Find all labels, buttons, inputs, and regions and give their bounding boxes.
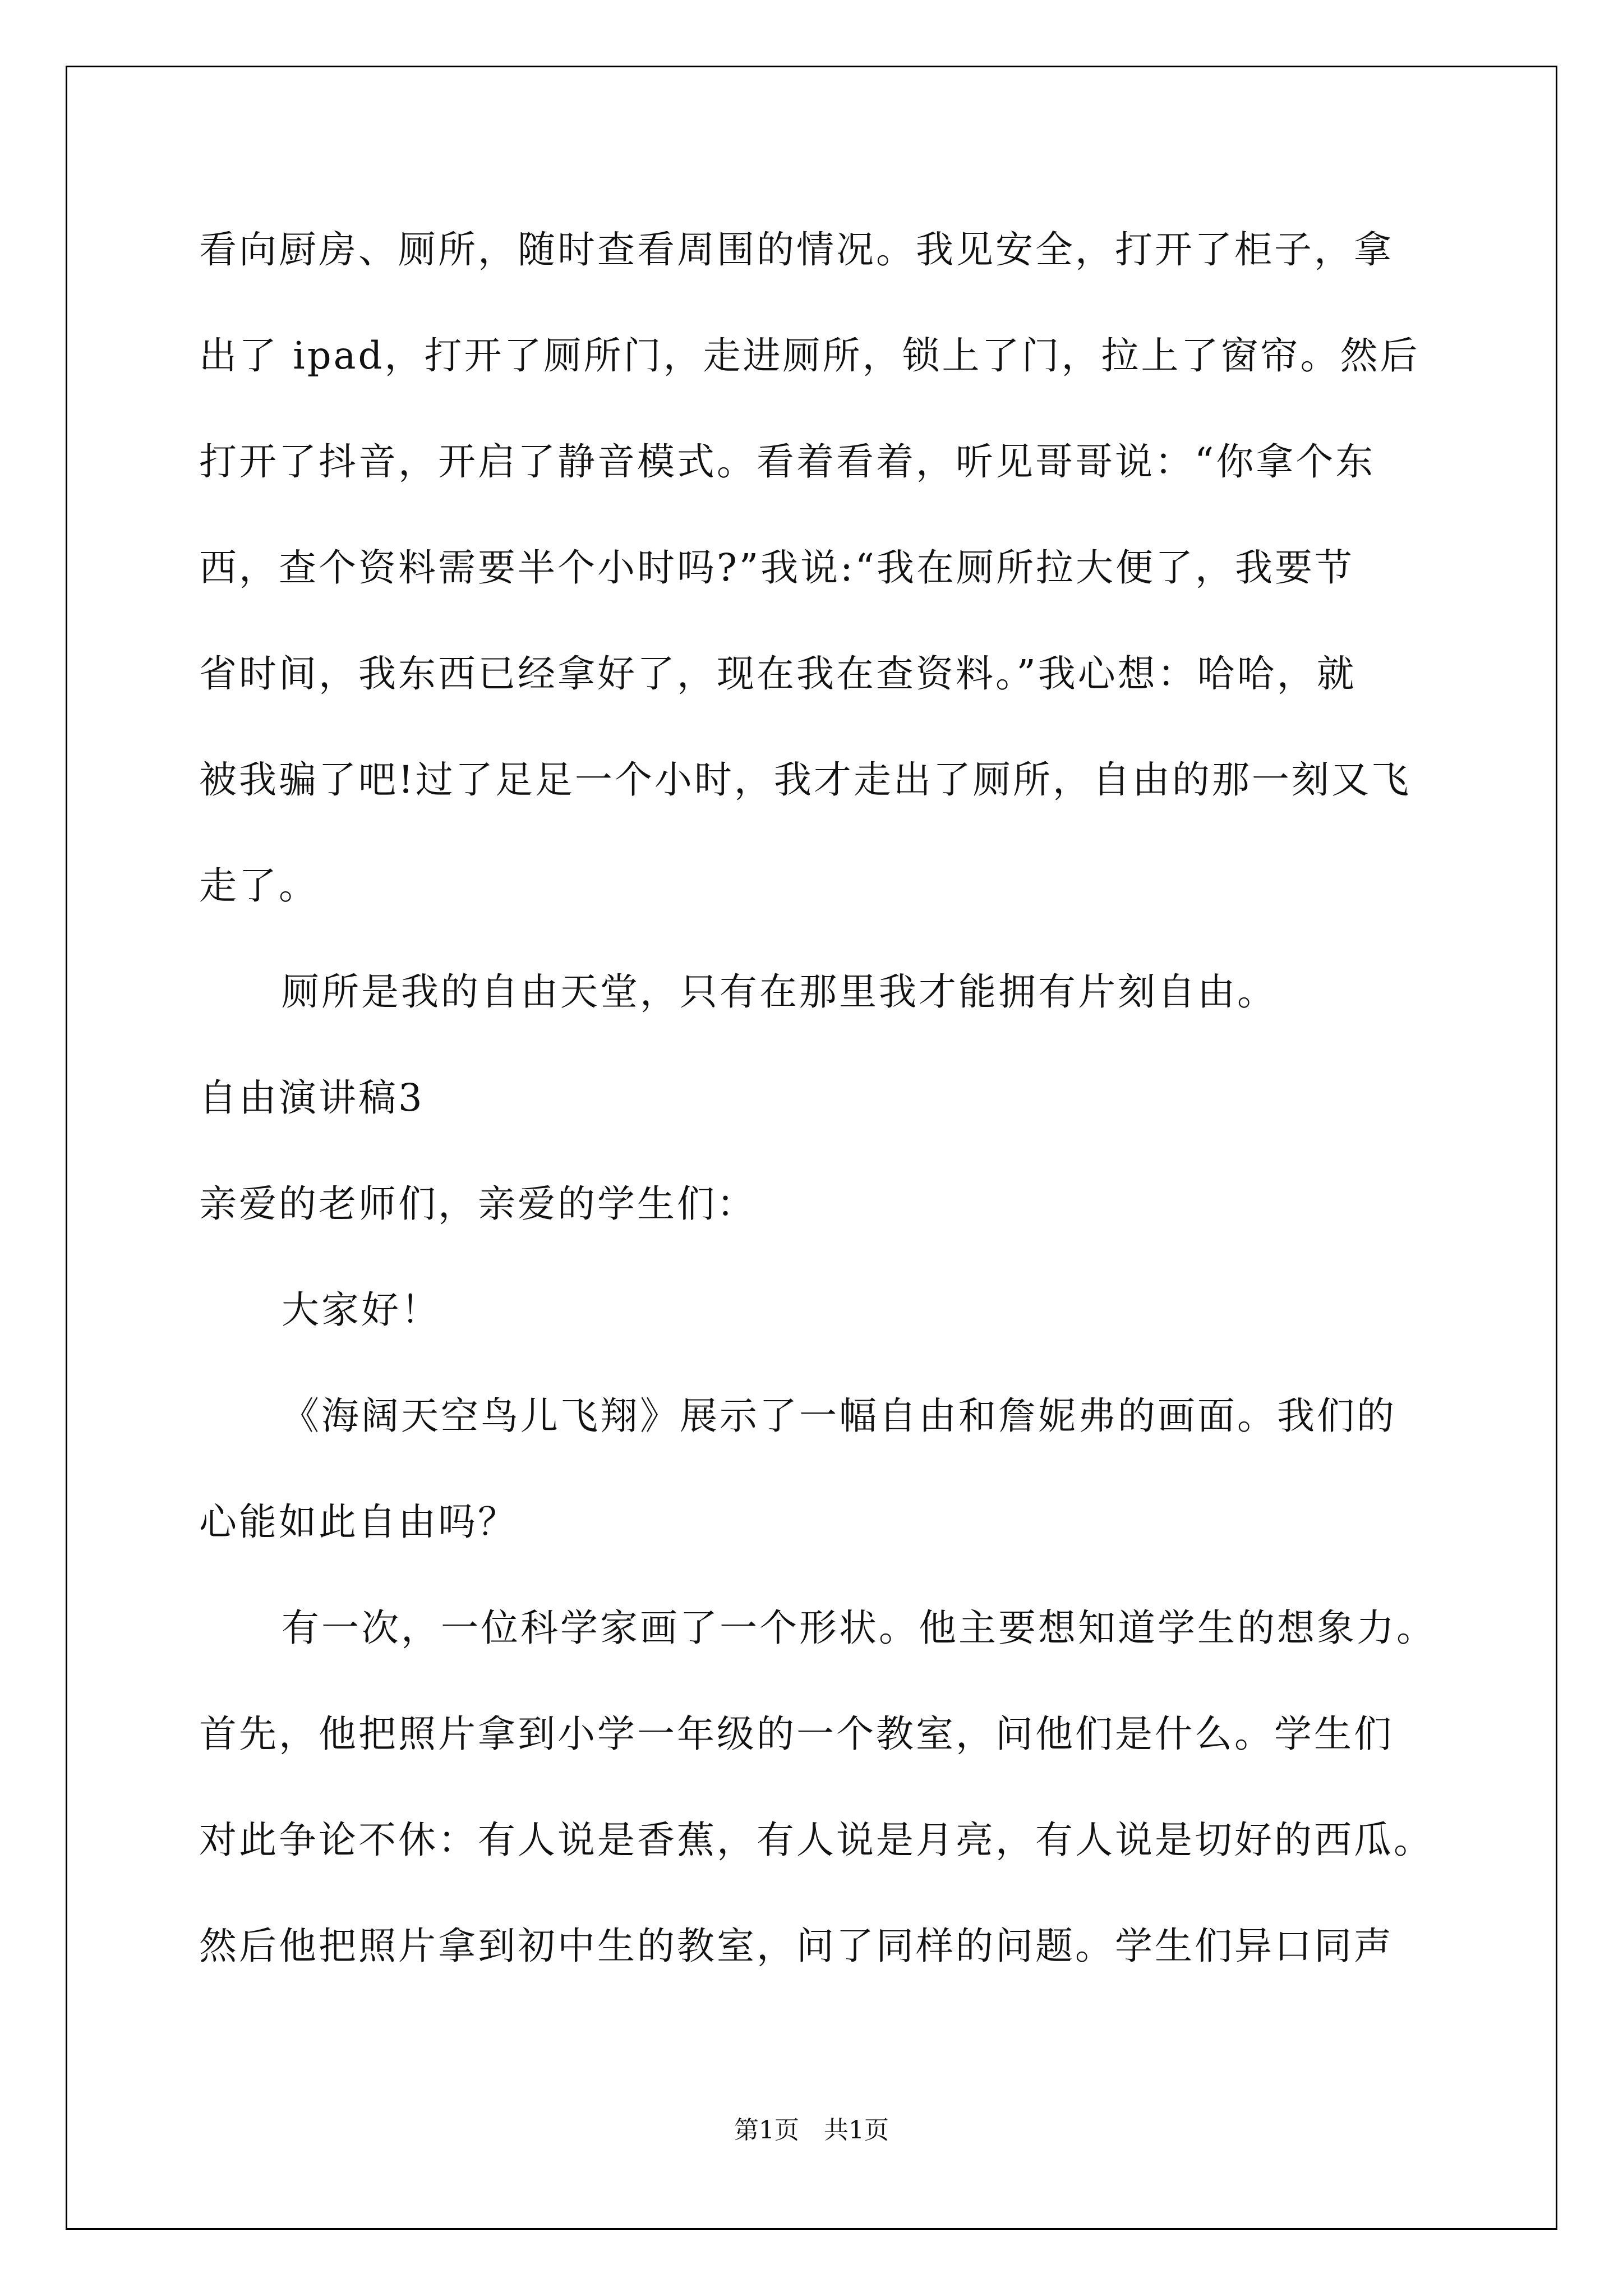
- salutation: 亲爱的老师们，亲爱的学生们：: [199, 1182, 757, 1226]
- paragraph-line: 首先，他把照片拿到小学一年级的一个教室，问他们是什么。学生们: [199, 1712, 1394, 1756]
- paragraph-line: 然后他把照片拿到初中生的教室，问了同样的问题。学生们异口同声: [199, 1924, 1394, 1968]
- page-footer: 第1页 共1页: [734, 2116, 889, 2145]
- page-border: [66, 66, 1557, 2230]
- greeting: 大家好！: [282, 1288, 441, 1332]
- paragraph-line: 打开了抖音，开启了静音模式。看着看着，听见哥哥说：“你拿个东: [199, 440, 1376, 484]
- paragraph-line: 《海阔天空鸟儿飞翔》展示了一幅自由和詹妮弗的画面。我们的: [282, 1394, 1396, 1438]
- paragraph-line: 看向厨房、厕所，随时查看周围的情况。我见安全，打开了柜子，拿: [199, 228, 1394, 272]
- paragraph-line: 有一次，一位科学家画了一个形状。他主要想知道学生的想象力。: [282, 1606, 1436, 1650]
- paragraph-line: 出了 ipad，打开了厕所门，走进厕所，锁上了门，拉上了窗帘。然后: [199, 334, 1420, 378]
- paragraph-line: 省时间，我东西已经拿好了，现在我在查资料。”我心想：哈哈，就: [199, 652, 1357, 696]
- paragraph-line: 被我骗了吧!过了足足一个小时，我才走出了厕所，自由的那一刻又飞: [199, 758, 1411, 802]
- paragraph-line: 心能如此自由吗？: [199, 1500, 518, 1544]
- section-heading: 自由演讲稿3: [199, 1076, 425, 1120]
- paragraph-line: 走了。: [199, 864, 319, 908]
- paragraph-line: 西，查个资料需要半个小时吗?”我说:“我在厕所拉大便了，我要节: [199, 546, 1354, 590]
- paragraph-line: 对此争论不休：有人说是香蕉，有人说是月亮，有人说是切好的西瓜。: [199, 1818, 1433, 1862]
- paragraph-line: 厕所是我的自由天堂，只有在那里我才能拥有片刻自由。: [282, 970, 1277, 1014]
